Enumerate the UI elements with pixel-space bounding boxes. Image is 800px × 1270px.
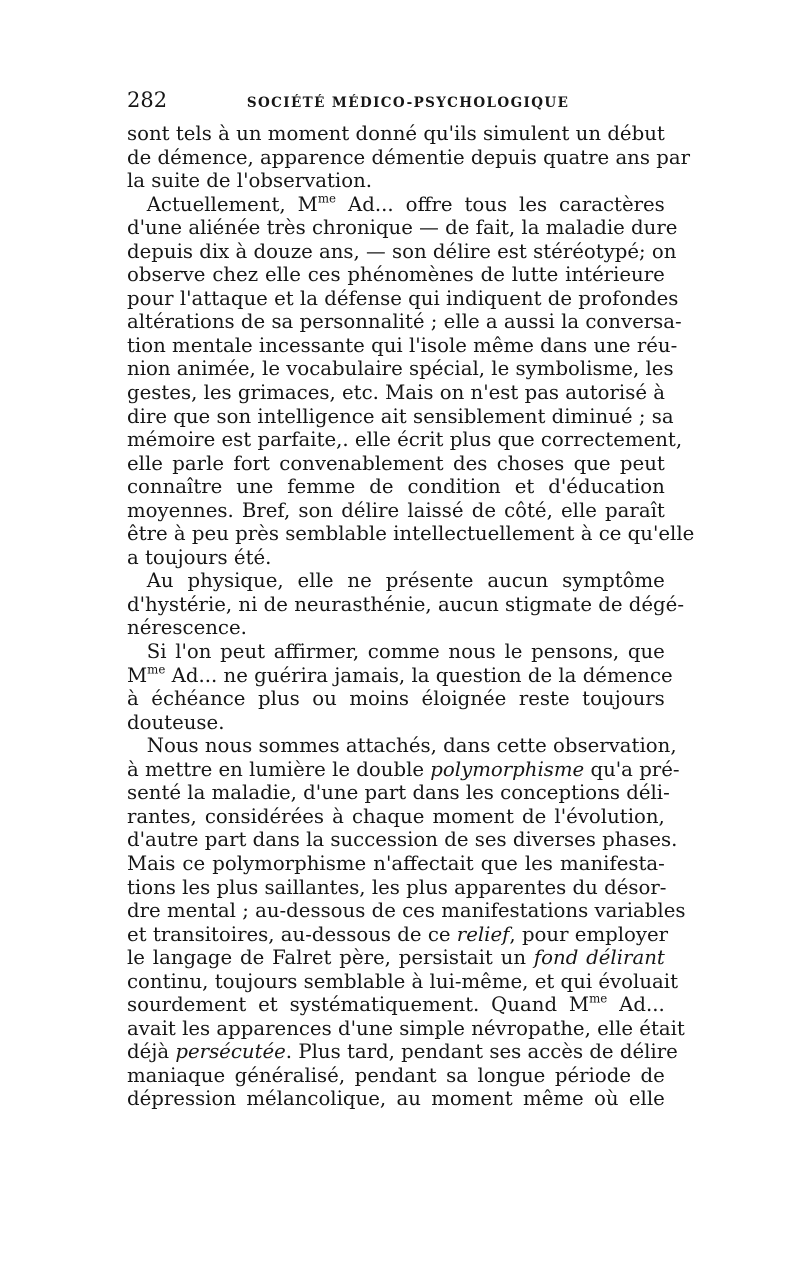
text-segment: connaître une femme de condition et d'éducation <box>127 474 665 499</box>
text-line <box>127 993 665 1017</box>
text-segment: qu'a pré- <box>584 756 680 781</box>
text-line <box>127 1039 678 1064</box>
text-segment: nérescence. <box>127 615 247 640</box>
running-head <box>127 88 673 122</box>
text-line <box>127 852 665 876</box>
text-line <box>127 756 680 782</box>
body-text <box>127 121 695 1111</box>
text-segment: d'autre part dans la succession de ses diverses phases. <box>127 827 678 852</box>
text-line <box>127 546 665 570</box>
text-line <box>127 263 665 287</box>
text-segment: sont tels à un moment donné qu'ils simulent un début <box>127 121 665 145</box>
text-segment: déjà <box>127 1039 176 1064</box>
text-line <box>127 827 678 852</box>
text-line <box>127 309 682 334</box>
text-line <box>127 427 683 452</box>
text-segment: dépression mélancolique, au moment même où elle <box>127 1086 665 1111</box>
text-segment: continu, toujours semblable à lui-même, et qui évoluait <box>127 968 678 993</box>
text-segment: , pour employer <box>509 921 669 946</box>
text-segment: maniaque généralisé, pendant sa longue période de <box>127 1062 665 1087</box>
text-line <box>127 711 665 735</box>
text-segment: elle parle fort convenablement des choses que peut <box>127 450 665 475</box>
text-line <box>127 1015 685 1041</box>
text-segment: depuis dix à douze ans, — son délire est stéréotypé; on <box>127 238 677 263</box>
text-line <box>127 193 665 217</box>
text-segment: M <box>127 662 148 687</box>
text-segment: la suite de l'observation. <box>127 168 373 193</box>
italic-term: persécutée <box>175 1039 286 1064</box>
text-line <box>127 591 684 617</box>
text-line <box>127 687 665 711</box>
text-line <box>127 122 665 146</box>
text-line <box>127 144 691 170</box>
text-line <box>127 521 695 546</box>
text-segment: être à peu près semblable intellectuellement à ce qu'elle <box>127 521 695 546</box>
text-line <box>127 215 678 240</box>
text-segment: Nous nous sommes attachés, dans cette observation, <box>146 733 677 758</box>
text-segment: le langage de Falret père, persistait un <box>127 945 534 970</box>
text-segment: douteuse. <box>127 709 225 734</box>
text-segment: tion mentale incessante qui l'isole même dans une réu- <box>127 332 678 357</box>
superscript-abbrev: me <box>317 191 337 206</box>
text-segment: Au physique, elle ne présente aucun symptôme <box>146 568 665 593</box>
text-segment: a toujours été. <box>127 544 272 569</box>
text-segment: sourdement et systématiquement. Quand M <box>127 992 590 1017</box>
text-line <box>127 169 665 193</box>
text-segment: à échéance plus ou moins éloignée reste toujours <box>127 686 665 711</box>
text-line <box>127 968 678 994</box>
book-page <box>127 88 695 1111</box>
text-segment: Mais ce polymorphisme n'affectait que les manifesta- <box>127 850 665 875</box>
text-segment: tions les plus saillantes, les plus apparentes du désor- <box>127 874 667 899</box>
text-segment: à mettre en lumière le double <box>127 756 431 781</box>
page-number: 282 <box>127 88 168 112</box>
text-line <box>127 876 665 900</box>
text-segment: et transitoires, au-dessous de ce <box>127 921 457 946</box>
italic-term: relief <box>456 921 510 946</box>
text-segment: de démence, apparence démentie depuis quatre ans par <box>127 144 691 169</box>
text-segment: mémoire est parfaite,. elle écrit plus que correctement, <box>127 427 683 452</box>
text-segment: Ad... <box>607 992 665 1017</box>
text-segment: Ad... offre tous les caractères <box>336 191 665 216</box>
text-segment: dire que son intelligence ait sensiblement diminué ; sa <box>127 403 674 428</box>
text-segment: nion animée, le vocabulaire spécial, le symbolisme, les <box>127 356 674 381</box>
text-line <box>127 1087 665 1111</box>
text-line <box>127 640 665 664</box>
text-line <box>127 921 669 947</box>
text-line <box>127 805 665 829</box>
text-line <box>127 780 670 805</box>
text-line <box>127 662 673 688</box>
text-line <box>127 285 679 311</box>
text-line <box>127 1064 665 1088</box>
text-line <box>127 898 686 923</box>
text-segment: observe chez elle ces phénomènes de lutte intérieure <box>127 262 665 287</box>
text-line <box>127 332 678 358</box>
text-segment: moyennes. Bref, son délire laissé de côté, elle paraît <box>127 497 665 522</box>
text-segment: pour l'attaque et la défense qui indiquent de profondes <box>127 285 679 310</box>
text-line <box>127 356 674 381</box>
text-line <box>127 452 665 476</box>
text-segment: Actuellement, M <box>146 191 318 216</box>
text-segment: senté la maladie, d'une part dans les conceptions déli- <box>127 780 670 805</box>
text-segment: gestes, les grimaces, etc. Mais on n'est pas autorisé à <box>127 380 666 405</box>
text-line <box>127 733 677 758</box>
italic-term: polymorphisme <box>430 756 585 781</box>
text-segment: avait les apparences d'une simple névropathe, elle était <box>127 1015 685 1040</box>
text-line <box>127 569 665 593</box>
text-segment: Si l'on peut affirmer, comme nous le pensons, que <box>146 639 665 664</box>
text-segment: dre mental ; au-dessous de ces manifestations variables <box>127 898 686 923</box>
journal-title: SOCIÉTÉ MÉDICO-PSYCHOLOGIQUE <box>246 95 570 111</box>
text-segment: d'une aliénée très chronique — de fait, la maladie dure <box>127 215 678 240</box>
text-line <box>127 475 665 499</box>
text-segment: . Plus tard, pendant ses accès de délire <box>285 1039 678 1064</box>
text-line <box>127 381 665 405</box>
text-segment: rantes, considérées à chaque moment de l'évolution, <box>127 803 665 828</box>
text-line <box>127 403 674 429</box>
text-segment: d'hystérie, ni de neurasthénie, aucun stigmate de dégé- <box>127 591 684 616</box>
text-line <box>127 499 665 523</box>
italic-term: fond délirant <box>533 945 665 970</box>
text-line <box>127 616 665 640</box>
text-segment: altérations de sa personnalité ; elle a aussi la conversa- <box>127 309 682 334</box>
superscript-abbrev: me <box>589 991 608 1006</box>
text-segment: Ad... ne guérira jamais, la question de la démence <box>165 662 673 687</box>
superscript-abbrev: me <box>147 662 166 677</box>
text-line <box>127 946 665 970</box>
text-line <box>127 238 677 264</box>
